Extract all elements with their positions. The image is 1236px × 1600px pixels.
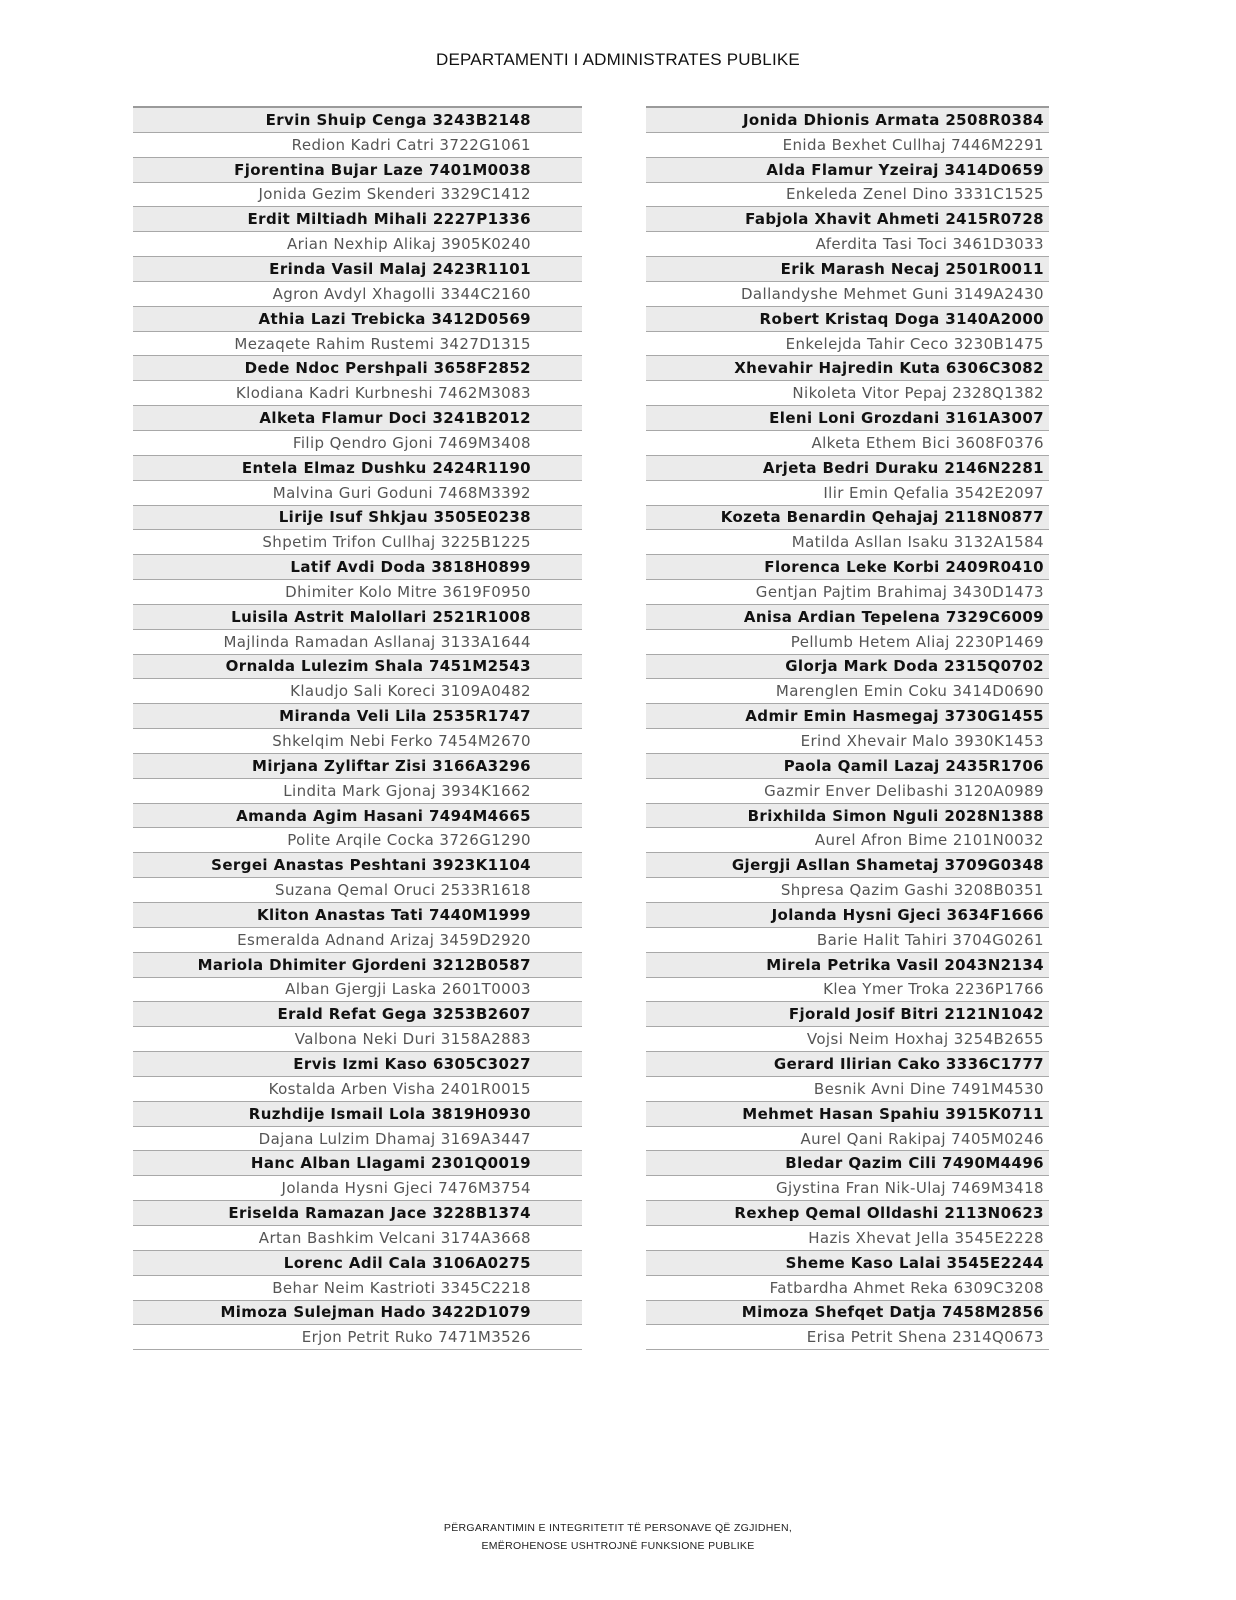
list-item: Erind Xhevair Malo 3930K1453 <box>646 729 1049 754</box>
list-item: Klaudjo Sali Koreci 3109A0482 <box>133 679 582 704</box>
list-item: Mimoza Shefqet Datja 7458M2856 <box>646 1301 1049 1326</box>
list-item: Athia Lazi Trebicka 3412D0569 <box>133 307 582 332</box>
list-item: Alda Flamur Yzeiraj 3414D0659 <box>646 158 1049 183</box>
list-item: Jonida Gezim Skenderi 3329C1412 <box>133 183 582 208</box>
list-item: Jonida Dhionis Armata 2508R0384 <box>646 108 1049 133</box>
list-item: Mirjana Zyliftar Zisi 3166A3296 <box>133 754 582 779</box>
list-item: Shpresa Qazim Gashi 3208B0351 <box>646 878 1049 903</box>
list-item: Lindita Mark Gjonaj 3934K1662 <box>133 779 582 804</box>
page-title: DEPARTAMENTI I ADMINISTRATES PUBLIKE <box>436 50 800 69</box>
list-item: Shkelqim Nebi Ferko 7454M2670 <box>133 729 582 754</box>
footer <box>0 1519 1236 1555</box>
right-name-list <box>646 106 1049 1350</box>
list-item: Eleni Loni Grozdani 3161A3007 <box>646 406 1049 431</box>
list-item: Florenca Leke Korbi 2409R0410 <box>646 555 1049 580</box>
list-item: Barie Halit Tahiri 3704G0261 <box>646 928 1049 953</box>
list-item: Amanda Agim Hasani 7494M4665 <box>133 804 582 829</box>
list-item: Behar Neim Kastrioti 3345C2218 <box>133 1276 582 1301</box>
list-item: Dajana Lulzim Dhamaj 3169A3447 <box>133 1127 582 1152</box>
footer-line-2: EMËROHENOSE USHTROJNË FUNKSIONE PUBLIKE <box>481 1540 755 1552</box>
list-item: Lirije Isuf Shkjau 3505E0238 <box>133 506 582 531</box>
list-item: Alban Gjergji Laska 2601T0003 <box>133 978 582 1003</box>
list-item: Glorja Mark Doda 2315Q0702 <box>646 655 1049 680</box>
list-item: Erik Marash Necaj 2501R0011 <box>646 257 1049 282</box>
list-item: Malvina Guri Goduni 7468M3392 <box>133 481 582 506</box>
list-item: Mehmet Hasan Spahiu 3915K0711 <box>646 1102 1049 1127</box>
list-item: Enida Bexhet Cullhaj 7446M2291 <box>646 133 1049 158</box>
list-item: Agron Avdyl Xhagolli 3344C2160 <box>133 282 582 307</box>
list-item: Ilir Emin Qefalia 3542E2097 <box>646 481 1049 506</box>
list-item: Ornalda Lulezim Shala 7451M2543 <box>133 655 582 680</box>
list-item: Ruzhdije Ismail Lola 3819H0930 <box>133 1102 582 1127</box>
list-item: Hazis Xhevat Jella 3545E2228 <box>646 1226 1049 1251</box>
list-item: Matilda Asllan Isaku 3132A1584 <box>646 530 1049 555</box>
list-item: Sheme Kaso Lalai 3545E2244 <box>646 1251 1049 1276</box>
list-item: Erinda Vasil Malaj 2423R1101 <box>133 257 582 282</box>
list-item: Lorenc Adil Cala 3106A0275 <box>133 1251 582 1276</box>
list-item: Vojsi Neim Hoxhaj 3254B2655 <box>646 1027 1049 1052</box>
list-item: Latif Avdi Doda 3818H0899 <box>133 555 582 580</box>
list-item: Jolanda Hysni Gjeci 7476M3754 <box>133 1176 582 1201</box>
left-name-list <box>133 106 582 1350</box>
list-item: Filip Qendro Gjoni 7469M3408 <box>133 431 582 456</box>
list-item: Luisila Astrit Malollari 2521R1008 <box>133 605 582 630</box>
list-item: Erdit Miltiadh Mihali 2227P1336 <box>133 207 582 232</box>
list-item: Alketa Flamur Doci 3241B2012 <box>133 406 582 431</box>
list-item: Kozeta Benardin Qehajaj 2118N0877 <box>646 506 1049 531</box>
list-item: Enkeleda Zenel Dino 3331C1525 <box>646 183 1049 208</box>
list-item: Kliton Anastas Tati 7440M1999 <box>133 903 582 928</box>
list-item: Robert Kristaq Doga 3140A2000 <box>646 307 1049 332</box>
list-item: Xhevahir Hajredin Kuta 6306C3082 <box>646 356 1049 381</box>
list-item: Gentjan Pajtim Brahimaj 3430D1473 <box>646 580 1049 605</box>
list-item: Entela Elmaz Dushku 2424R1190 <box>133 456 582 481</box>
list-item: Fjorald Josif Bitri 2121N1042 <box>646 1002 1049 1027</box>
list-item: Fatbardha Ahmet Reka 6309C3208 <box>646 1276 1049 1301</box>
list-item: Polite Arqile Cocka 3726G1290 <box>133 828 582 853</box>
list-item: Alketa Ethem Bici 3608F0376 <box>646 431 1049 456</box>
list-item: Eriselda Ramazan Jace 3228B1374 <box>133 1201 582 1226</box>
list-item: Shpetim Trifon Cullhaj 3225B1225 <box>133 530 582 555</box>
list-item: Valbona Neki Duri 3158A2883 <box>133 1027 582 1052</box>
list-item: Gjergji Asllan Shametaj 3709G0348 <box>646 853 1049 878</box>
list-item: Admir Emin Hasmegaj 3730G1455 <box>646 704 1049 729</box>
list-item: Gerard Ilirian Cako 3336C1777 <box>646 1052 1049 1077</box>
list-item: Esmeralda Adnand Arizaj 3459D2920 <box>133 928 582 953</box>
list-item: Dhimiter Kolo Mitre 3619F0950 <box>133 580 582 605</box>
list-item: Rexhep Qemal Olldashi 2113N0623 <box>646 1201 1049 1226</box>
list-item: Mezaqete Rahim Rustemi 3427D1315 <box>133 332 582 357</box>
list-item: Enkelejda Tahir Ceco 3230B1475 <box>646 332 1049 357</box>
list-item: Brixhilda Simon Nguli 2028N1388 <box>646 804 1049 829</box>
list-item: Aurel Afron Bime 2101N0032 <box>646 828 1049 853</box>
list-item: Erald Refat Gega 3253B2607 <box>133 1002 582 1027</box>
list-item: Hanc Alban Llagami 2301Q0019 <box>133 1151 582 1176</box>
list-item: Erjon Petrit Ruko 7471M3526 <box>133 1325 582 1350</box>
list-item: Sergei Anastas Peshtani 3923K1104 <box>133 853 582 878</box>
list-item: Erisa Petrit Shena 2314Q0673 <box>646 1325 1049 1350</box>
list-item: Anisa Ardian Tepelena 7329C6009 <box>646 605 1049 630</box>
list-item: Aurel Qani Rakipaj 7405M0246 <box>646 1127 1049 1152</box>
list-item: Miranda Veli Lila 2535R1747 <box>133 704 582 729</box>
list-item: Fabjola Xhavit Ahmeti 2415R0728 <box>646 207 1049 232</box>
list-item: Mimoza Sulejman Hado 3422D1079 <box>133 1301 582 1326</box>
list-item: Majlinda Ramadan Asllanaj 3133A1644 <box>133 630 582 655</box>
list-item: Fjorentina Bujar Laze 7401M0038 <box>133 158 582 183</box>
list-item: Arjeta Bedri Duraku 2146N2281 <box>646 456 1049 481</box>
list-item: Suzana Qemal Oruci 2533R1618 <box>133 878 582 903</box>
list-item: Gazmir Enver Delibashi 3120A0989 <box>646 779 1049 804</box>
list-item: Ervin Shuip Cenga 3243B2148 <box>133 108 582 133</box>
list-item: Klea Ymer Troka 2236P1766 <box>646 978 1049 1003</box>
list-item: Bledar Qazim Cili 7490M4496 <box>646 1151 1049 1176</box>
list-item: Dede Ndoc Pershpali 3658F2852 <box>133 356 582 381</box>
list-item: Aferdita Tasi Toci 3461D3033 <box>646 232 1049 257</box>
list-item: Nikoleta Vitor Pepaj 2328Q1382 <box>646 381 1049 406</box>
footer-line-1: PËRGARANTIMIN E INTEGRITETIT TË PERSONAVE QË ZGJIDHEN, <box>443 1522 793 1534</box>
list-item: Paola Qamil Lazaj 2435R1706 <box>646 754 1049 779</box>
list-item: Kostalda Arben Visha 2401R0015 <box>133 1077 582 1102</box>
list-item: Besnik Avni Dine 7491M4530 <box>646 1077 1049 1102</box>
list-item: Artan Bashkim Velcani 3174A3668 <box>133 1226 582 1251</box>
list-item: Pellumb Hetem Aliaj 2230P1469 <box>646 630 1049 655</box>
list-item: Gjystina Fran Nik-Ulaj 7469M3418 <box>646 1176 1049 1201</box>
list-item: Jolanda Hysni Gjeci 3634F1666 <box>646 903 1049 928</box>
list-item: Marenglen Emin Coku 3414D0690 <box>646 679 1049 704</box>
list-item: Mirela Petrika Vasil 2043N2134 <box>646 953 1049 978</box>
list-item: Klodiana Kadri Kurbneshi 7462M3083 <box>133 381 582 406</box>
list-item: Ervis Izmi Kaso 6305C3027 <box>133 1052 582 1077</box>
list-item: Dallandyshe Mehmet Guni 3149A2430 <box>646 282 1049 307</box>
list-item: Arian Nexhip Alikaj 3905K0240 <box>133 232 582 257</box>
list-item: Mariola Dhimiter Gjordeni 3212B0587 <box>133 953 582 978</box>
list-item: Redion Kadri Catri 3722G1061 <box>133 133 582 158</box>
